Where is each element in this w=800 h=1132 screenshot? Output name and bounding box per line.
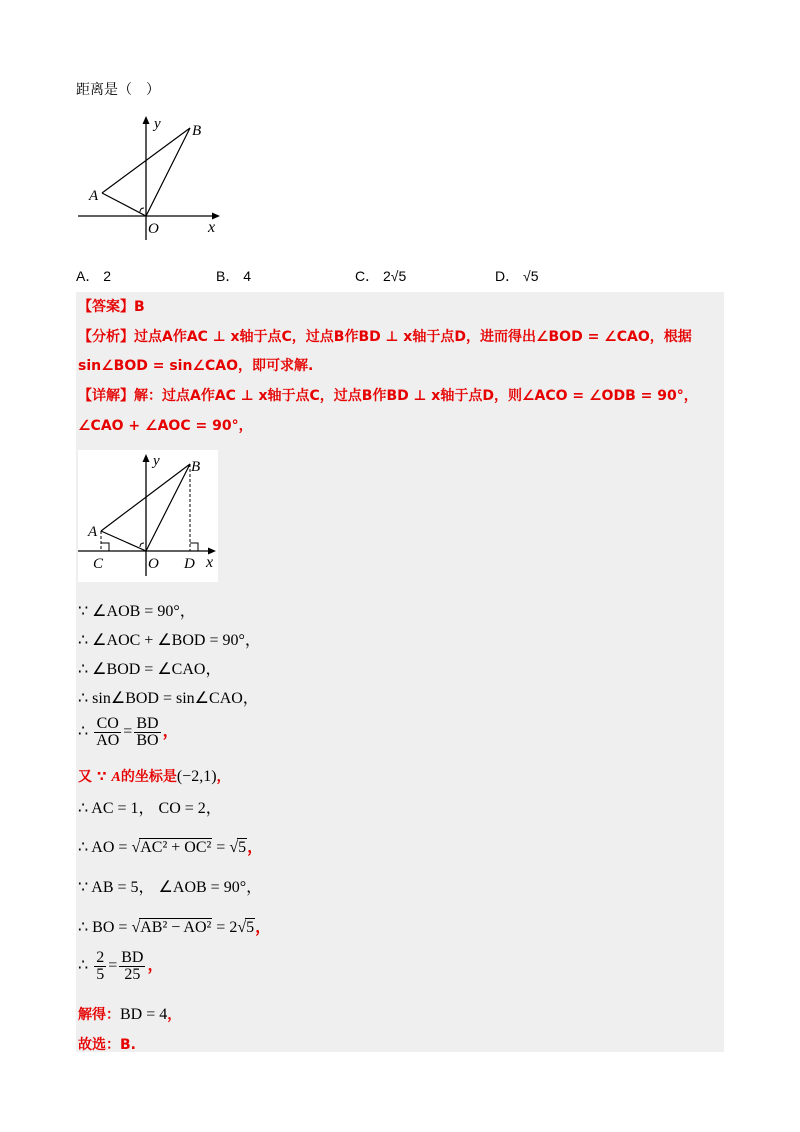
figure2-y-label: y: [153, 453, 160, 469]
figure1-y-label: y: [154, 116, 161, 132]
figure1-a-label: A: [89, 188, 99, 204]
coordinate-figure-2: [78, 450, 218, 582]
coordinate-step: 又 ∵ A的坐标是(−2,1)，: [78, 768, 231, 785]
figure2-a-label: A: [88, 524, 98, 540]
step-ab: ∵ AB = 5， ∠AOB = 90°，: [78, 879, 263, 896]
step-1: ∵ ∠AOB = 90°，: [78, 603, 196, 620]
detail-line-2: ∠CAO + ∠AOC = 90°，: [78, 418, 253, 434]
figure1-o-label: O: [148, 221, 159, 237]
solve-line: 解得：BD = 4，: [78, 1006, 182, 1023]
fraction-bd-2sqrt5: $\frac{BD}{25}$: [121, 949, 144, 983]
step-ac-co: ∴ AC = 1， CO = 2，: [78, 800, 222, 817]
fraction-step-2: ∴ $\frac{2}{5}$ = $\frac{BD}{25}$ ，: [78, 949, 164, 983]
figure2-c-label: C: [93, 556, 104, 572]
option-a[interactable]: A． 2: [76, 268, 112, 284]
coordinate-figure-1: [74, 108, 234, 243]
option-b[interactable]: B． 4: [216, 268, 252, 284]
fraction-step: ∴ $\frac{CO}{AO}$ = $\frac{BD}{BO}$ ，: [78, 715, 179, 749]
figure2-d-label: D: [184, 556, 195, 572]
analysis-line: 【分析】过点A作AC ⊥ x轴于点C，过点B作BD ⊥ x轴于点D，进而得出∠BOD = ∠CAO，根据: [78, 329, 692, 345]
option-d[interactable]: D． √5: [495, 268, 539, 284]
answer-line: 【答案】B: [78, 299, 145, 315]
analysis-line-2: sin∠BOD = sin∠CAO，即可求解.: [78, 358, 314, 374]
step-ao: ∴ AO = √AC² + OC² = √5，: [78, 839, 264, 856]
figure2-b-label: B: [191, 459, 201, 475]
step-bo: ∴ BO = √AB² − AO² = 2√5，: [78, 919, 272, 936]
question-stem-tail: 距离是（ ）: [76, 82, 160, 98]
figure2-o-label: O: [148, 556, 159, 572]
figure2-x-label: x: [206, 554, 214, 571]
step-2: ∴ ∠AOC + ∠BOD = 90°，: [78, 632, 261, 649]
step-3: ∴ ∠BOD = ∠CAO，: [78, 661, 222, 678]
option-c[interactable]: C． 2√5: [355, 268, 407, 284]
fraction-bd-bo: $\frac{BD}{BO}$: [136, 715, 159, 749]
final-answer: 故选：B.: [78, 1037, 136, 1053]
detail-line: 【详解】解：过点A作AC ⊥ x轴于点C，过点B作BD ⊥ x轴于点D，则∠ACO = ∠ODB = 90°，: [78, 388, 698, 404]
step-4: ∴ sin∠BOD = sin∠CAO，: [78, 690, 259, 707]
fraction-co-ao: $\frac{CO}{AO}$: [96, 715, 120, 749]
fraction-2-sqrt5: $\frac{2}{5}$: [96, 949, 105, 983]
figure1-b-label: B: [192, 123, 202, 139]
figure1-x-label: x: [208, 219, 216, 236]
